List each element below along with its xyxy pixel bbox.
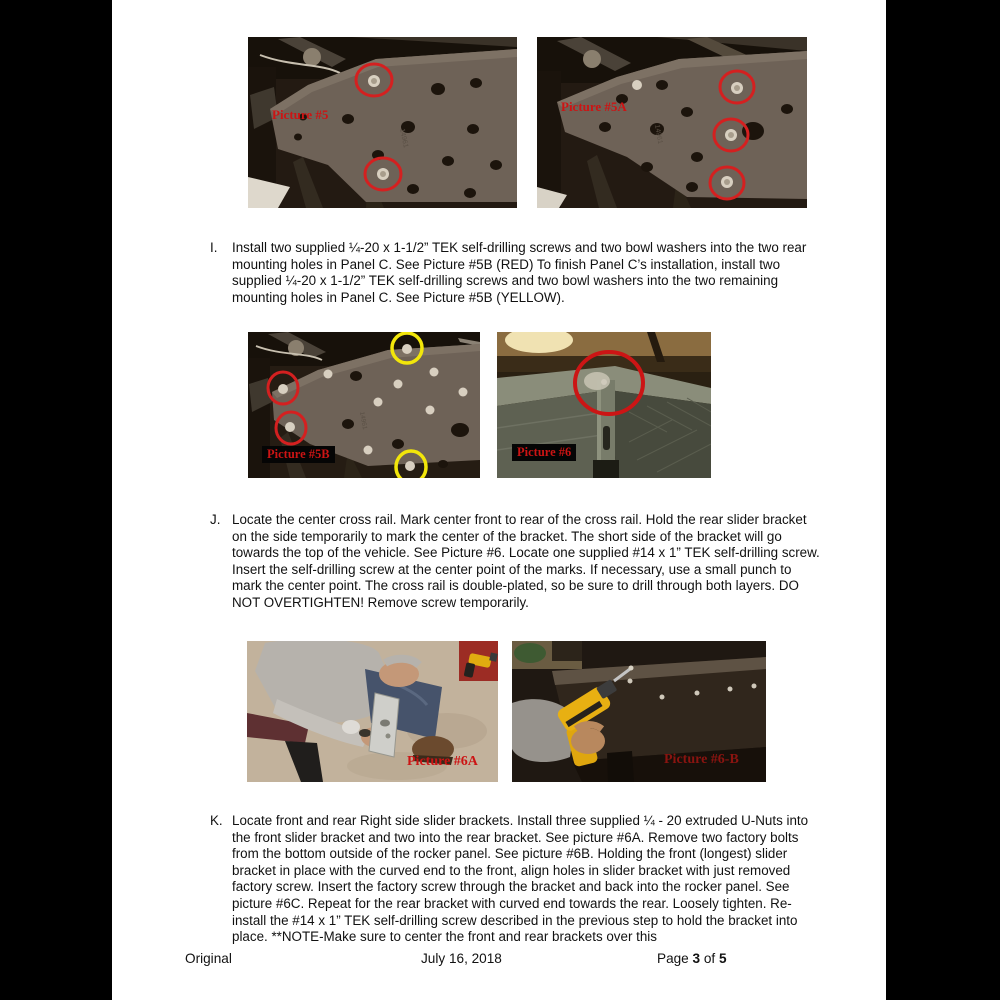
- picture-5-photo: [248, 37, 517, 208]
- picture-5b-caption: Picture #5B: [262, 446, 335, 463]
- picture-6-caption: Picture #6: [512, 444, 576, 461]
- picture-6b-photo: [512, 641, 766, 782]
- picture-5b-photo: [248, 332, 480, 478]
- footer-page-word: Page: [657, 951, 689, 966]
- svg-text:14961: 14961: [358, 411, 369, 431]
- footer-original-label: Original: [185, 951, 232, 966]
- skid-plate-front-illustration: [248, 37, 517, 208]
- footer-page-indicator: [657, 951, 727, 966]
- picture-5-caption: Picture #5: [272, 107, 329, 122]
- u-nut: [359, 729, 371, 737]
- footer-of-word: of: [703, 951, 716, 966]
- frame-post: [607, 751, 634, 782]
- svg-text:14961: 14961: [398, 127, 409, 149]
- step-i-label: I.: [210, 240, 218, 255]
- picture-6a-caption: Picture #6A: [407, 754, 478, 769]
- picture-5a-caption: Picture #5A: [561, 99, 627, 114]
- step-j-text: Locate the center cross rail. Mark center front to rear of the cross rail. Hold the rear slider bracket on the side temporarily to mark the center of the bracket. The short side of the bracket will go towards the top of the vehicle. See Picture #6. Locate one supplied #14 x 1” TEK self-drilling screw. Insert the self-drilling screw at the center point of the marks. If necessary, use a small punch to mark the center point. The cross rail is double-plated, so be sure to drill through both layers. DO NOT OVERTIGHTEN! Remove screw temporarily.: [232, 512, 820, 610]
- footer-page-number: 3: [692, 951, 701, 966]
- step-k-label: K.: [210, 813, 223, 828]
- footer-page-total: 5: [719, 951, 727, 966]
- skid-plate-rear-illustration: [537, 37, 807, 208]
- picture-6a-photo: [247, 641, 498, 782]
- picture-5a-photo: [537, 37, 807, 208]
- picture-6-photo: [497, 332, 711, 478]
- hand: [571, 728, 605, 754]
- green-machine: [514, 643, 546, 663]
- svg-text:14961: 14961: [653, 124, 664, 145]
- center-screw: [601, 379, 607, 385]
- step-i-text: Install two supplied ¼-20 x 1-1/2” TEK self-drilling screws and two bowl washers into the two rear mounting holes in Panel C. See Picture #5B (RED) To finish Panel C’s installation, install two supplied ¼-20 x 1-1/2” TEK self-drilling screws and two bowl washers into the two remaining mounting holes in Panel C. See Picture #5B (YELLOW).: [232, 240, 807, 305]
- picture-6b-caption: Picture #6-B: [664, 752, 739, 767]
- document-page: [112, 0, 886, 1000]
- step-j-label: J.: [210, 512, 221, 527]
- step-k-text: Locate front and rear Right side slider brackets. Install three supplied ¼ - 20 extruded U-Nuts into the front slider bracket and two into the rear bracket. See picture #6A. Remove two factory bolts from the bottom outside of the rocker panel. See picture #6B. Holding the front (longest) slider bracket in place with the curved end to the front, align holes in slider bracket with just removed factory screw. Insert the factory screw through the bracket and back into the rocker panel. See picture #6C. Repeat for the rear bracket with curved end towards the rear. Loosely tighten. Re-install the #14 x 1” TEK self-drilling screw described in the previous step to hold the bracket into place. **NOTE-Make sure to center the front and rear brackets over this: [232, 813, 809, 945]
- footer-date: July 16, 2018: [421, 951, 502, 966]
